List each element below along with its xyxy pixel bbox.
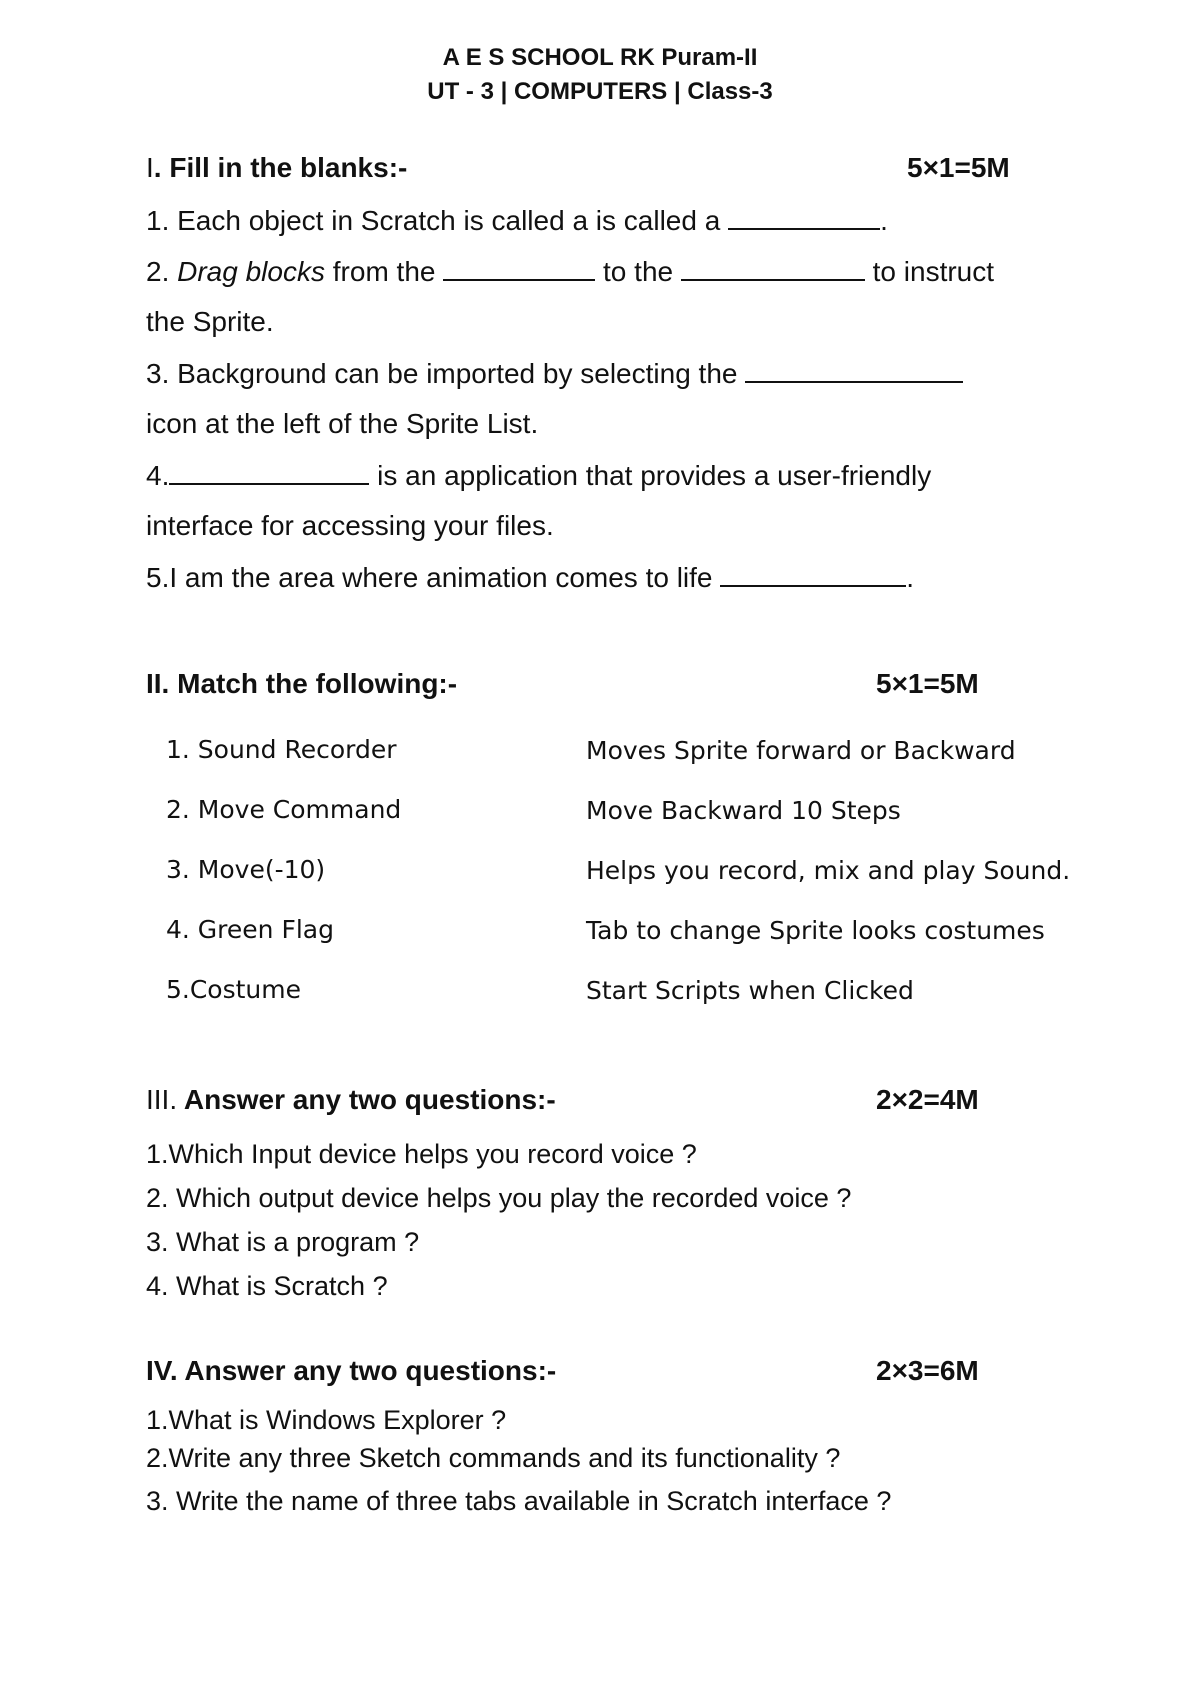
fill-q2-c: to instruct xyxy=(864,256,995,287)
question: 3. What is a program ? xyxy=(146,1227,420,1257)
question: 3. Write the name of three tabs available in Scratch interface ? xyxy=(146,1486,892,1516)
match-right-item: Moves Sprite forward or Backward xyxy=(586,736,1016,765)
question: 4. What is Scratch ? xyxy=(146,1271,388,1301)
section3-title xyxy=(146,1084,556,1116)
section3-marks: 2×2=4M xyxy=(876,1084,979,1115)
match-left-item: 5.Costume xyxy=(166,975,302,1004)
match-left-item: 2. Move Command xyxy=(166,795,402,824)
section3-number: III. xyxy=(146,1084,178,1115)
fill-q3 xyxy=(146,357,963,390)
blank[interactable] xyxy=(681,255,865,281)
match-left-item: 3. Move(-10) xyxy=(166,855,326,884)
match-right-item: Tab to change Sprite looks costumes xyxy=(586,916,1045,945)
fill-q5-text: 5.I am the area where animation comes to life xyxy=(146,562,721,593)
fill-q4 xyxy=(146,459,931,492)
school-name: A E S SCHOOL RK Puram-II xyxy=(442,44,758,71)
question: 2.Write any three Sketch commands and its functionality ? xyxy=(146,1443,841,1473)
section3-label: Answer any two questions:- xyxy=(177,1084,556,1115)
fill-q2 xyxy=(146,255,994,288)
question: 2. Which output device helps you play the recorded voice ? xyxy=(146,1183,852,1213)
fill-q2-italic: Drag blocks xyxy=(177,256,325,287)
section1-marks: 5×1=5M xyxy=(907,152,1010,183)
match-left-item: 1. Sound Recorder xyxy=(166,735,397,764)
section4-marks: 2×3=6M xyxy=(876,1355,979,1386)
match-right-item: Move Backward 10 Steps xyxy=(586,796,901,825)
section1-label: . Fill in the blanks:- xyxy=(153,152,408,183)
fill-q5-end: . xyxy=(906,562,915,593)
blank[interactable] xyxy=(169,459,369,485)
fill-q4-pre: 4. xyxy=(146,460,170,491)
question: 1.What is Windows Explorer ? xyxy=(146,1405,507,1435)
question: 1.Which Input device helps you record voice ? xyxy=(146,1139,697,1169)
fill-q3-text: 3. Background can be imported by selecting the xyxy=(146,358,746,389)
section2-title: II. Match the following:- xyxy=(146,668,458,699)
match-right-item: Start Scripts when Clicked xyxy=(586,976,914,1005)
fill-q2-b: to the xyxy=(595,256,681,287)
fill-q4-cont: interface for accessing your files. xyxy=(146,510,554,541)
exam-subtitle: UT - 3 | COMPUTERS | Class-3 xyxy=(427,78,773,105)
fill-q2-a: from the xyxy=(324,256,444,287)
section4-title: IV. Answer any two questions:- xyxy=(146,1355,557,1386)
fill-q1-text: 1. Each object in Scratch is called a is called a xyxy=(146,205,729,236)
fill-q2-pre: 2. xyxy=(146,256,178,287)
section2-marks: 5×1=5M xyxy=(876,668,979,699)
fill-q4-text: is an application that provides a user-friendly xyxy=(369,460,932,491)
blank[interactable] xyxy=(745,357,963,383)
blank[interactable] xyxy=(443,255,595,281)
fill-q3-cont: icon at the left of the Sprite List. xyxy=(146,408,539,439)
section1-title xyxy=(146,152,407,184)
match-left-item: 4. Green Flag xyxy=(166,915,334,944)
blank[interactable] xyxy=(720,561,906,587)
section1-number: I xyxy=(146,152,154,183)
fill-q5 xyxy=(146,561,914,594)
fill-q2-cont: the Sprite. xyxy=(146,306,274,337)
blank[interactable] xyxy=(728,204,880,230)
match-right-item: Helps you record, mix and play Sound. xyxy=(586,856,1071,885)
fill-q1 xyxy=(146,204,888,237)
fill-q1-end: . xyxy=(880,205,888,236)
